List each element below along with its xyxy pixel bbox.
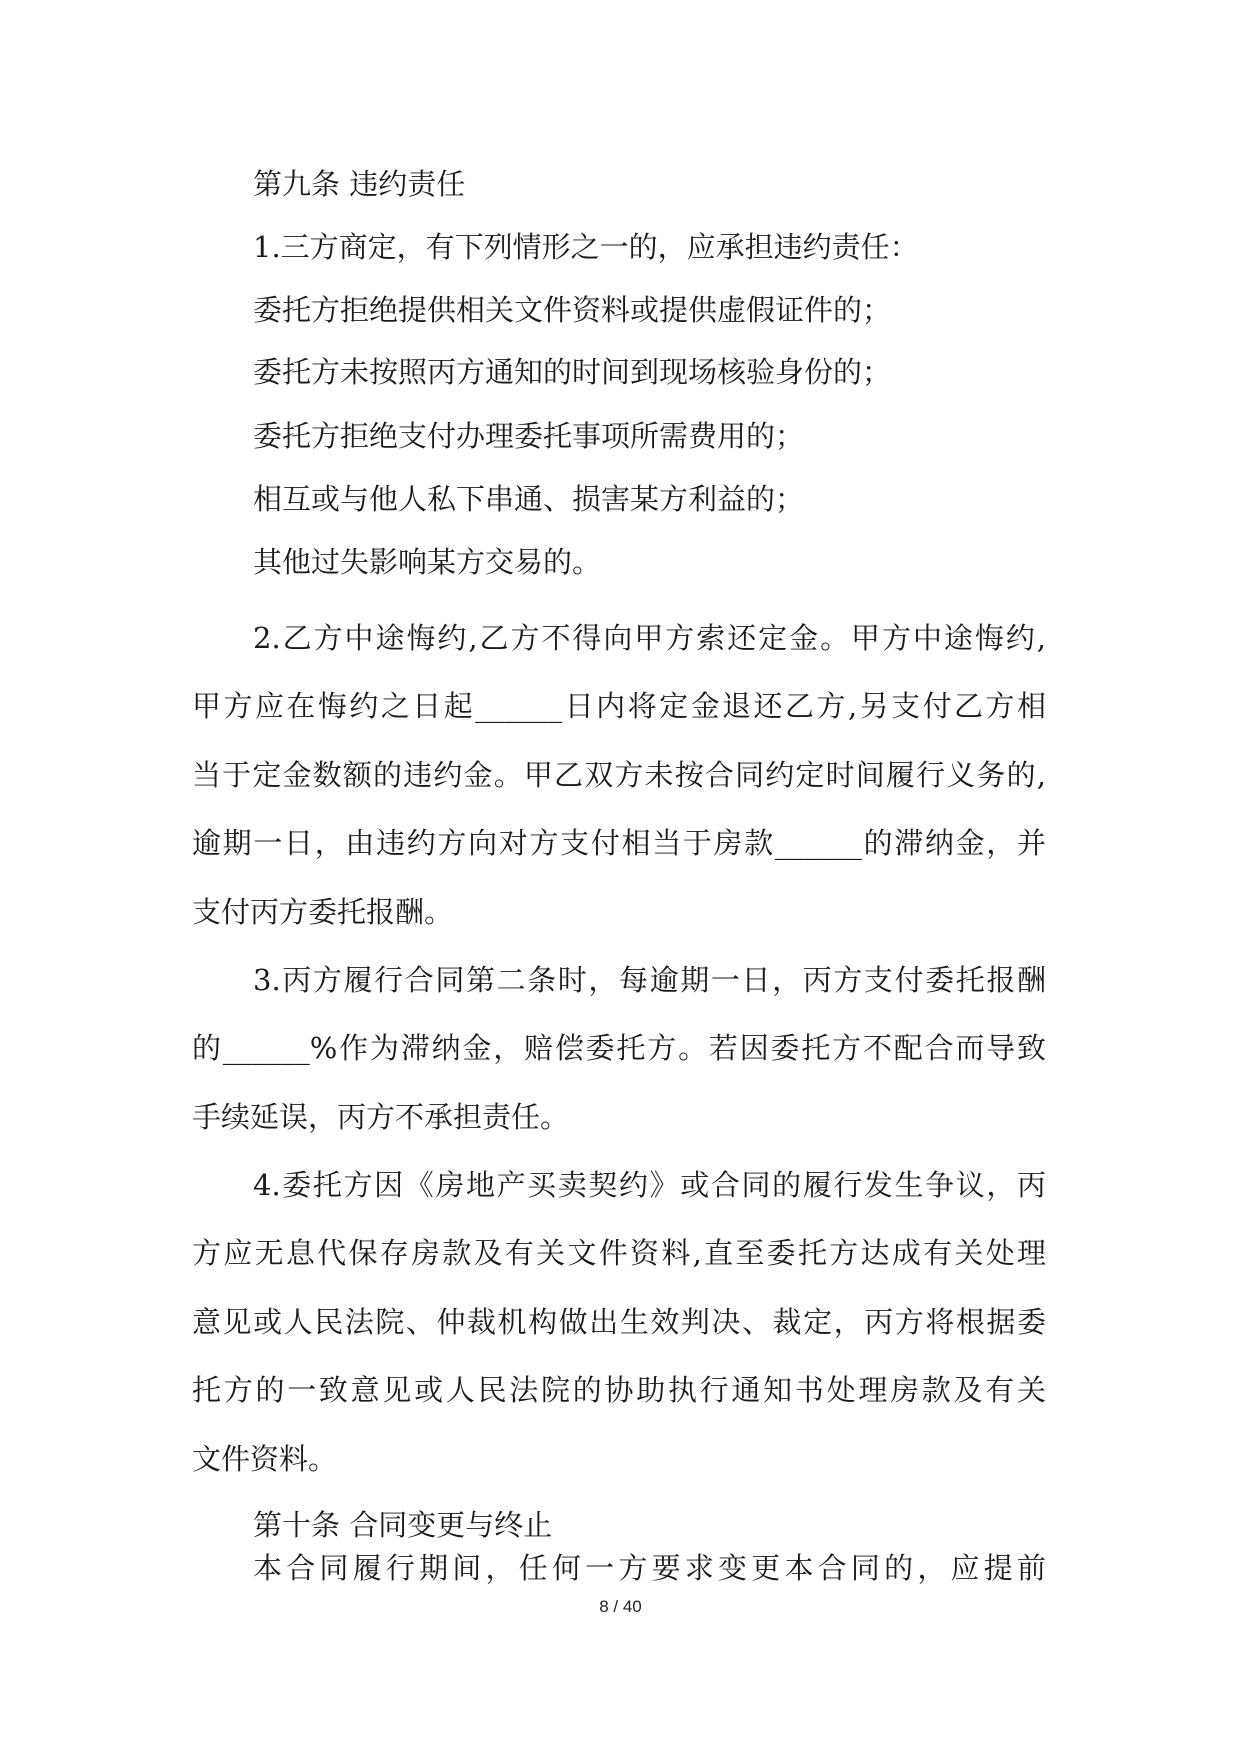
article-9-heading: 第九条 违约责任 [253,167,466,201]
paragraph-line: 1.三方商定，有下列情形之一的，应承担违约责任： [253,230,919,264]
paragraph-line: 的______%作为滞纳金，赔偿委托方。若因委托方不配合而导致 [192,1031,1046,1065]
paragraph-line: 本合同履行期间，任何一方要求变更本合同的，应提前 [253,1551,1046,1585]
paragraph-line: 甲方应在悔约之日起______日内将定金退还乙方,另支付乙方相 [192,689,1046,723]
paragraph-line: 2.乙方中途悔约,乙方不得向甲方索还定金。甲方中途悔约, [253,621,1046,655]
paragraph-line: 文件资料。 [192,1442,338,1476]
paragraph-line: 委托方拒绝支付办理委托事项所需费用的； [253,419,805,453]
paragraph-line: 方应无息代保存房款及有关文件资料,直至委托方达成有关处理 [192,1236,1046,1270]
page-number: 8 / 40 [599,1597,642,1616]
paragraph-line: 逾期一日，由违约方向对方支付相当于房款______的滞纳金，并 [192,826,1046,860]
paragraph-line: 其他过失影响某方交易的。 [253,545,602,579]
paragraph-line: 托方的一致意见或人民法院的协助执行通知书处理房款及有关 [192,1373,1046,1407]
paragraph-line: 委托方拒绝提供相关文件资料或提供虚假证件的； [253,293,892,327]
paragraph-line: 当于定金数额的违约金。甲乙双方未按合同约定时间履行义务的, [192,758,1046,792]
article-10-heading: 第十条 合同变更与终止 [253,1508,553,1542]
paragraph-line: 委托方未按照丙方通知的时间到现场核验身份的； [253,355,892,389]
paragraph-line: 支付丙方委托报酬。 [192,895,454,929]
paragraph-line: 意见或人民法院、仲裁机构做出生效判决、裁定，丙方将根据委 [192,1305,1046,1339]
paragraph-line: 手续延误，丙方不承担责任。 [192,1100,570,1134]
paragraph-line: 相互或与他人私下串通、损害某方利益的； [253,482,805,516]
paragraph-line: 4.委托方因《房地产买卖契约》或合同的履行发生争议，丙 [253,1168,1046,1202]
paragraph-line: 3.丙方履行合同第二条时，每逾期一日，丙方支付委托报酬 [253,963,1046,997]
